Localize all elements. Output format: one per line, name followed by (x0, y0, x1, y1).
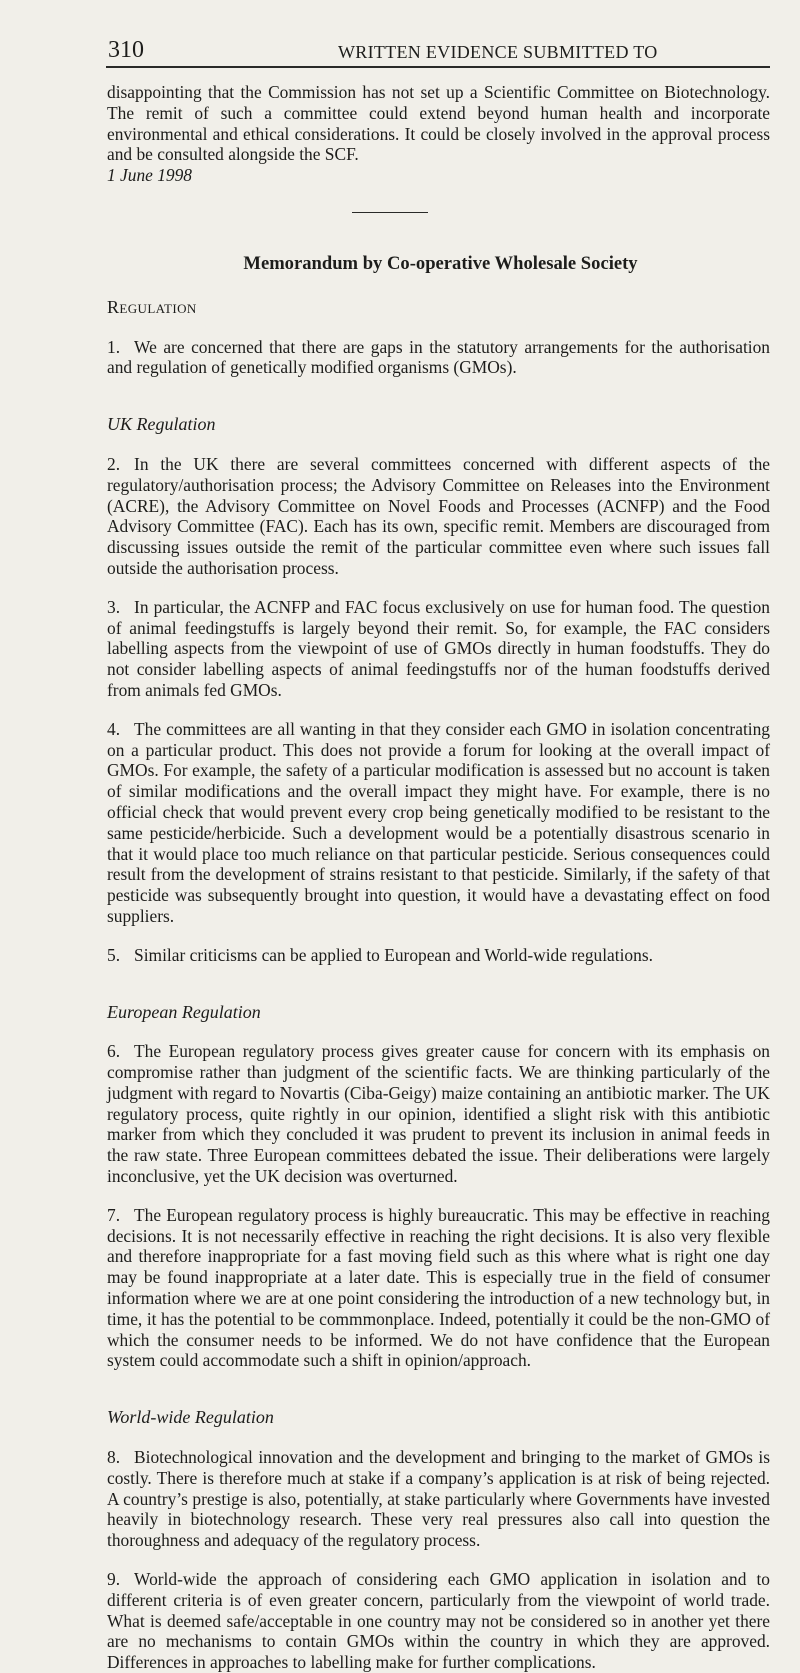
continued-paragraph: disappointing that the Commission has not set up a Scientific Committee on Biotechnology. The remit of such a committee could extend beyond human health and incorporate environmental and ethical considerations. It could be closely involved in the approval process and be consulted alongside the SCF. (107, 82, 770, 165)
section-heading-world-wide-regulation: World-wide Regulation (107, 1407, 274, 1428)
paragraph-text: Biotechnological innovation and the development and bringing to the market of GMOs is costly. There is therefore much at stake if a company’s application is at risk of being rejected. A country’s prestige is also, potentially, at stake particularly where Governments have invested heavily in biotechnology research. These very real pressures also call into question the thoroughness and adequacy of the regulatory process. (107, 1447, 770, 1551)
paragraph-text: In particular, the ACNFP and FAC focus exclusively on use for human food. The question of animal feedingstuffs is largely beyond their remit. So, for example, the FAC considers labelling aspects from the viewpoint of use of GMOs directly in human foodstuffs. They do not consider labelling aspects of animal feedingstuffs nor of the human foodstuffs derived from animals fed GMOs. (107, 596, 770, 700)
paragraph-9 (107, 1569, 770, 1673)
paragraph-text: The European regulatory process is highly bureaucratic. This may be effective in reaching decisions. It is not necessarily effective in reaching the right decisions. It is also very flexible and therefore inappropriate for a fast moving field such as this where what is right one day may be found inappropriate at a later date. This is especially true in the field of consumer information where we are at one point considering the introduction of a new technology but, in time, it has the potential to be commmonplace. Indeed, potentially it could be the non-GMO of which the consumer needs to be informed. We do not have confidence that the European system could accommodate such a shift in opinion/approach. (107, 1204, 770, 1371)
paragraph-6 (107, 1041, 770, 1187)
paragraph-text: In the UK there are several committees concerned with different aspects of the regulatory/authorisation process; the Advisory Committee on Releases into the Environment (ACRE), the Advisory Committee on Novel Foods and Processes (ACNFP) and the Food Advisory Committee (FAC). Each has its own, specific remit. Members are discouraged from discussing issues outside the remit of the particular committee even where such issues fall outside the authorisation process. (107, 453, 770, 578)
paragraph-7 (107, 1205, 770, 1371)
paragraph-number: 3. (107, 596, 121, 617)
paragraph-text: The committees are all wanting in that they consider each GMO in isolation concentrating on a particular product. This does not provide a forum for looking at the overall impact of GMOs. For example, the safety of a particular modification is assessed but no account is taken of similar modifications and the overall impact they might have. For example, there is no official check that would prevent every crop being genetically modified to be resistant to the same pesticide/herbicide. Such a development would be a potentially disastrous scenario in that it would place too much reliance on that particular pesticide. Serious consequences could result from the development of strains resistant to that pesticide. Similarly, if the safety of that pesticide was subsequently brought into question, it would have a devastating effect on food suppliers. (107, 718, 770, 926)
section-heading-regulation: Regulation (107, 296, 197, 317)
running-title: WRITTEN EVIDENCE SUBMITTED TO (338, 42, 658, 62)
paragraph-4 (107, 719, 770, 927)
paragraph-text: Similar criticisms can be applied to European and World-wide regulations. (134, 944, 653, 965)
paragraph-text: We are concerned that there are gaps in the statutory arrangements for the authorisation and regulation of genetically modified organisms (GMOs). (107, 336, 770, 378)
section-divider (352, 212, 428, 213)
paragraph-number: 4. (107, 718, 121, 739)
page-number: 310 (108, 37, 144, 63)
paragraph-number: 5. (107, 944, 121, 965)
paragraph-number: 1. (107, 336, 121, 357)
submission-date: 1 June 1998 (107, 165, 193, 186)
paragraph-number: 8. (107, 1447, 121, 1468)
memorandum-title: Memorandum by Co-operative Wholesale Society (243, 252, 638, 274)
running-header (106, 0, 770, 68)
paragraph-3 (107, 597, 770, 701)
paragraph-1 (107, 337, 770, 379)
section-heading-european-regulation: European Regulation (107, 1001, 261, 1022)
paragraph-8 (107, 1447, 770, 1551)
paragraph-5 (107, 945, 770, 966)
paragraph-number: 9. (107, 1569, 121, 1590)
paragraph-text: The European regulatory process gives greater cause for concern with its emphasis on compromise rather than judgment of the scientific facts. We are thinking particularly of the judgment with regard to Novartis (Ciba-Geigy) maize containing an antibiotic marker. The UK regulatory process, quite rightly in our opinion, identified a slight risk with this antibiotic marker from which they concluded it was prudent to prevent its inclusion in animal feeds in the raw state. Three European committees debated the issue. Their deliberations were largely inconclusive, yet the UK decision was overturned. (107, 1041, 770, 1187)
paragraph-number: 2. (107, 453, 121, 474)
paragraph-2 (107, 454, 770, 579)
paragraph-number: 7. (107, 1204, 121, 1225)
section-heading-uk-regulation: UK Regulation (107, 414, 216, 435)
paragraph-text: World-wide the approach of considering each GMO application in isolation and to different criteria is of even greater concern, particularly from the viewpoint of world trade. What is deemed safe/acceptable in one country may not be considered so in another yet there are no mechanisms to contain GMOs within the country in which they are approved. Differences in approaches to labelling make for further complications. (107, 1569, 770, 1673)
paragraph-number: 6. (107, 1041, 121, 1062)
